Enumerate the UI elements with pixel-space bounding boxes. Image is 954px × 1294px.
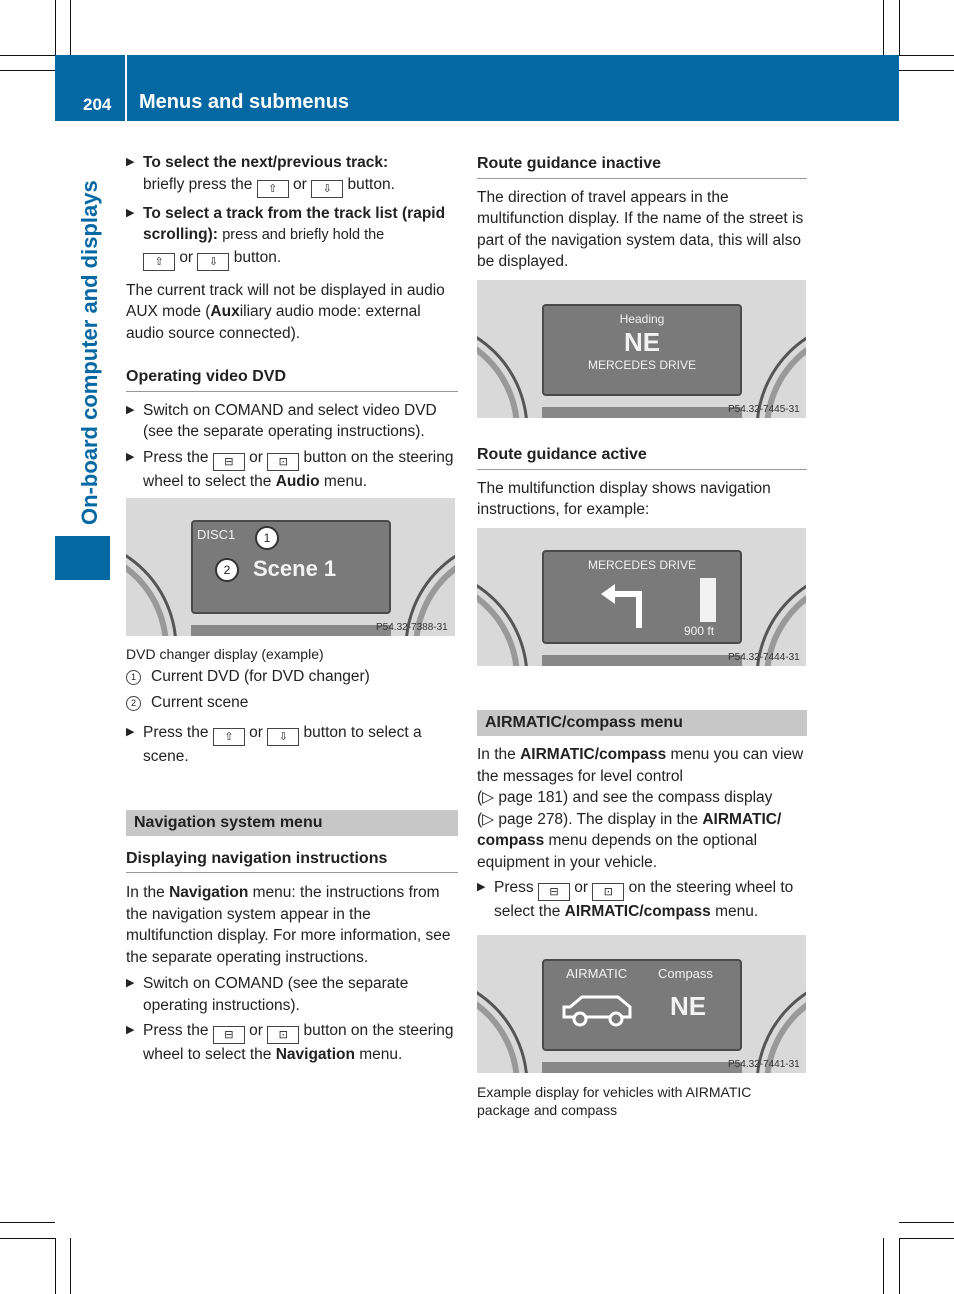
bullet-arrow-icon: ▶ (126, 450, 135, 463)
left-column (126, 152, 458, 492)
turn-left-arrow-icon (599, 580, 659, 630)
text: Switch on COMAND (see the separate operating instructions). (143, 975, 409, 1014)
text: page 278). The display in the (498, 810, 699, 828)
image-reference: P54.32-7444-31 (728, 652, 800, 663)
text: The current track will not be displayed in audio AUX mode ( (126, 281, 445, 320)
text: button. (347, 175, 395, 193)
text-bold: Navigation (275, 1046, 355, 1063)
bullet-arrow-icon: ▶ (126, 206, 135, 219)
text: page 181) and see the compass display (498, 789, 773, 806)
prev-menu-key-icon: ⊟ (213, 1026, 245, 1044)
crop-mark (55, 0, 56, 55)
image-reference: P54.32-7445-31 (728, 404, 800, 415)
nav-paragraph (126, 882, 458, 968)
page-ref-arrow-icon: ▷ (482, 789, 495, 806)
bullet-select-airmatic (477, 877, 807, 923)
crop-mark (70, 1238, 71, 1294)
crop-mark (0, 70, 55, 71)
bullet-select-scene (126, 722, 458, 768)
bullet-heading: To select a track from the track list (rapid scrolling): (143, 204, 446, 243)
street-label: MERCEDES DRIVE (587, 358, 697, 372)
text: Current DVD (for DVD changer) (151, 668, 370, 685)
heading-label: Heading (619, 312, 665, 326)
inactive-paragraph: The direction of travel appears in the multifunction display. If the name of the street is part of the navigation system data, this will also be displayed. (477, 188, 804, 270)
distance-label: 900 ft (684, 624, 715, 638)
text: on the steering wheel to select the (494, 879, 794, 920)
text: menu depends on the optional equipment in your vehicle. (477, 832, 758, 871)
header-divider (125, 55, 127, 121)
text: button on the steering wheel to select the (143, 448, 454, 490)
airmatic-paragraph: In the AIRMATIC/compass menu you can view the messages for level control (▷ page 181) and see the compass display (▷ page 278). The display in the AIRMATIC/ compass menu depends on the optional equipment in your vehicle. (477, 746, 804, 871)
active-paragraph: The multifunction display shows navigation instructions, for example: (477, 479, 771, 518)
bullet-heading: To select the next/previous track: (143, 154, 389, 171)
dvd-changer-display (126, 498, 455, 636)
text-bold: AIRMATIC/compass (564, 903, 711, 920)
text: menu. (323, 472, 368, 490)
page-ref-arrow-icon: ▷ (482, 810, 495, 828)
crop-mark (70, 0, 71, 55)
heading-display (477, 280, 806, 418)
crop-mark (0, 55, 55, 56)
crop-mark (883, 1238, 884, 1294)
prev-menu-key-icon: ⊟ (213, 453, 245, 471)
text: Press the (143, 448, 209, 466)
crop-mark (0, 1222, 55, 1223)
bullet-arrow-icon: ▶ (477, 881, 486, 893)
prev-menu-key-icon: ⊟ (538, 883, 570, 901)
right-column-airmatic (477, 710, 807, 923)
subheading-route-inactive: Route guidance inactive (477, 153, 807, 179)
multifunction-screen (542, 304, 742, 396)
bullet-arrow-icon: ▶ (126, 156, 135, 168)
vehicle-level-icon (560, 991, 634, 1031)
text: or (179, 248, 194, 266)
section-airmatic: AIRMATIC/compass menu (477, 710, 807, 736)
text: Current scene (151, 693, 249, 711)
text: In the (126, 884, 165, 901)
text-bold: AIRMATIC/ compass (477, 810, 782, 849)
crop-mark (899, 1222, 954, 1223)
text: iliary audio mode: external audio source connected). (126, 303, 421, 342)
disc-label: DISC1 (197, 527, 236, 542)
bullet-arrow-icon: ▶ (126, 726, 135, 738)
right-column-active (477, 444, 807, 521)
legend-item (126, 692, 458, 714)
text: Press (494, 879, 534, 896)
text: button. (233, 248, 282, 266)
text: menu. (359, 1046, 403, 1063)
side-tab-marker (55, 536, 110, 580)
crop-mark (899, 1238, 954, 1239)
subheading-video-dvd: Operating video DVD (126, 366, 458, 392)
text: or (249, 448, 263, 466)
crop-mark (899, 70, 954, 71)
crop-mark (899, 0, 900, 55)
next-menu-key-icon: ⊡ (267, 453, 299, 471)
subheading-route-active: Route guidance active (477, 444, 807, 470)
compass-label: Compass (658, 966, 713, 981)
text-bold: Audio (275, 472, 320, 490)
scene-label: Scene 1 (253, 556, 337, 581)
dvd-caption: DVD changer display (example) (126, 646, 324, 662)
image-reference: P54.32-7441-31 (728, 1059, 800, 1070)
bullet-switch-comand (126, 973, 458, 1016)
aux-paragraph (126, 280, 458, 345)
text: In the (477, 746, 516, 763)
legend-1-icon: 1 (126, 670, 141, 685)
page-title: Menus and submenus (139, 91, 350, 113)
page-number: 204 (83, 95, 112, 114)
chapter-title: On-board computer and displays (77, 180, 102, 525)
multifunction-screen (542, 959, 742, 1051)
subheading-nav-instructions: Displaying navigation instructions (126, 848, 458, 874)
text-bold: AIRMATIC/compass (520, 746, 667, 763)
distance-bar-icon (700, 578, 716, 622)
bullet-select-audio (126, 447, 458, 493)
text: Press the (143, 724, 209, 741)
route-guidance-display (477, 528, 806, 666)
section-navigation: Navigation system menu (126, 810, 458, 836)
page-header (55, 55, 899, 121)
bullet-switch-comand (126, 400, 458, 443)
up-key-icon: ⇧ (257, 180, 289, 198)
bullet-track-list (126, 203, 458, 271)
down-key-icon: ⇩ (197, 253, 229, 271)
bullet-next-track (126, 152, 458, 198)
text: or (249, 1022, 263, 1039)
text: menu: the instructions from the navigation system appear in the multifunction display. For more information, see the separate operating instructions. (126, 884, 451, 966)
text: or (574, 879, 589, 896)
crop-mark (883, 0, 884, 55)
direction-label: NE (623, 327, 661, 357)
up-key-icon: ⇧ (213, 728, 245, 746)
airmatic-compass-display (477, 935, 806, 1073)
airmatic-label: AIRMATIC (566, 966, 628, 981)
bullet-arrow-icon: ▶ (126, 1024, 135, 1036)
text: briefly press the (143, 175, 253, 193)
street-label: MERCEDES DRIVE (587, 558, 697, 572)
airmatic-caption: Example display for vehicles with AIRMATIC package and compass (477, 1084, 752, 1118)
text: or (249, 724, 263, 741)
bullet-arrow-icon: ▶ (126, 977, 135, 989)
down-key-icon: ⇩ (267, 728, 299, 746)
text: Press the (143, 1022, 209, 1039)
right-column (477, 153, 807, 273)
multifunction-screen (191, 520, 391, 614)
text: press and briefly hold the (222, 227, 385, 243)
legend-item (126, 666, 458, 688)
multifunction-screen (542, 550, 742, 644)
callout-2-icon: 2 (215, 558, 239, 582)
text: button to select a scene. (143, 724, 422, 765)
image-reference: P54.32-7388-31 (376, 622, 448, 633)
bullet-arrow-icon: ▶ (126, 403, 135, 416)
text: Switch on COMAND and select video DVD (see the separate operating instructions). (143, 401, 437, 440)
text: menu. (715, 903, 759, 920)
callout-1-icon: 1 (255, 526, 279, 550)
up-key-icon: ⇧ (143, 253, 175, 271)
crop-mark (55, 1238, 56, 1294)
crop-mark (899, 55, 954, 56)
crop-mark (0, 1238, 55, 1239)
direction-label: NE (670, 991, 707, 1021)
next-menu-key-icon: ⊡ (592, 883, 624, 901)
bullet-select-navigation (126, 1020, 458, 1066)
left-column-lower (126, 645, 458, 1066)
next-menu-key-icon: ⊡ (267, 1026, 299, 1044)
legend-2-icon: 2 (126, 696, 141, 711)
text-bold: Aux (210, 303, 240, 320)
crop-mark (899, 1238, 900, 1294)
text-bold: Navigation (169, 884, 249, 901)
text: menu you can view the messages for level control (477, 746, 804, 785)
down-key-icon: ⇩ (311, 180, 343, 198)
text: or (293, 175, 307, 193)
text: button on the steering wheel to select the (143, 1022, 454, 1063)
